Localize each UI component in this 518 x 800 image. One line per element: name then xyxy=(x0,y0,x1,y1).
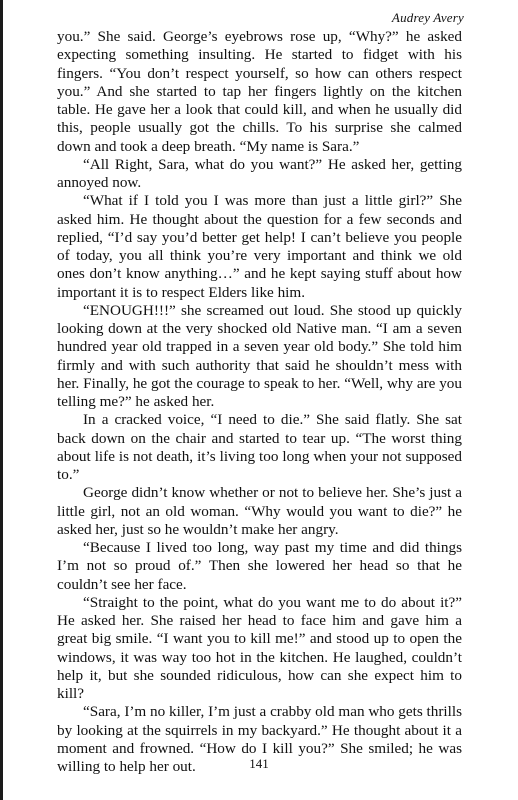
paragraph: “Straight to the point, what do you want me to do about it?” He asked her. She raised her head to face him and gave him a great big smile. “I want you to kill me!” and stood up to open the windows, it was way too hot in the kitchen. He laughed, couldn’t help it, but she sounded ridiculous, how can she expect him to kill? xyxy=(57,593,462,702)
paragraph: you.” She said. George’s eyebrows rose up, “Why?” he asked expecting something insulting. He started to fidget with his fingers. “You don’t respect yourself, so how can others respect you.” And she started to tap her fingers lightly on the kitchen table. He gave her a look that could kill, and when he usually did this, people usually got the chills. To his surprise she calmed down and took a deep breath. “My name is Sara.” xyxy=(57,28,462,155)
paragraph: In a cracked voice, “I need to die.” She said flatly. She sat back down on the chair and started to tear up. “The worst thing about life is not death, it’s living too long when your not supposed to.” xyxy=(57,411,462,483)
body-text xyxy=(57,28,462,776)
page-number: 141 xyxy=(249,756,269,771)
page-edge xyxy=(0,0,3,800)
paragraph: “What if I told you I was more than just a little girl?” She asked him. He thought about the question for a few seconds and replied, “I’d say you’d better get help! I can’t believe you people of today, you all think you’re very important and think we old ones don’t know anything…” and he kept saying stuff about how important it is to respect Elders like him. xyxy=(57,192,462,301)
paragraph: “All Right, Sara, what do you want?” He asked her, getting annoyed now. xyxy=(57,155,462,191)
paragraph: George didn’t know whether or not to believe her. She’s just a little girl, not an old woman. “Why would you want to die?” he asked her, just so he wouldn’t make her angry. xyxy=(57,484,462,538)
paragraph: “ENOUGH!!!” she screamed out loud. She stood up quickly looking down at the very shocked old Native man. “I am a seven hundred year old trapped in a seven year old body.” She told him firmly and with such authority that said he shouldn’t mess with her. Finally, he got the courage to speak to her. “Well, why are you telling me?” he asked her. xyxy=(57,301,462,410)
paragraph: “Sara, I’m no killer, I’m just a crabby old man who gets thrills by looking at the squirrels in my backyard.” He thought about it a moment and frowned. “How do I kill you?” She smiled; he was willing to help her out. xyxy=(57,703,462,775)
running-header: Audrey Avery xyxy=(391,10,464,25)
paragraph: “Because I lived too long, way past my time and did things I’m not so proud of.” Then she lowered her head so that he couldn’t see her face. xyxy=(57,539,462,593)
